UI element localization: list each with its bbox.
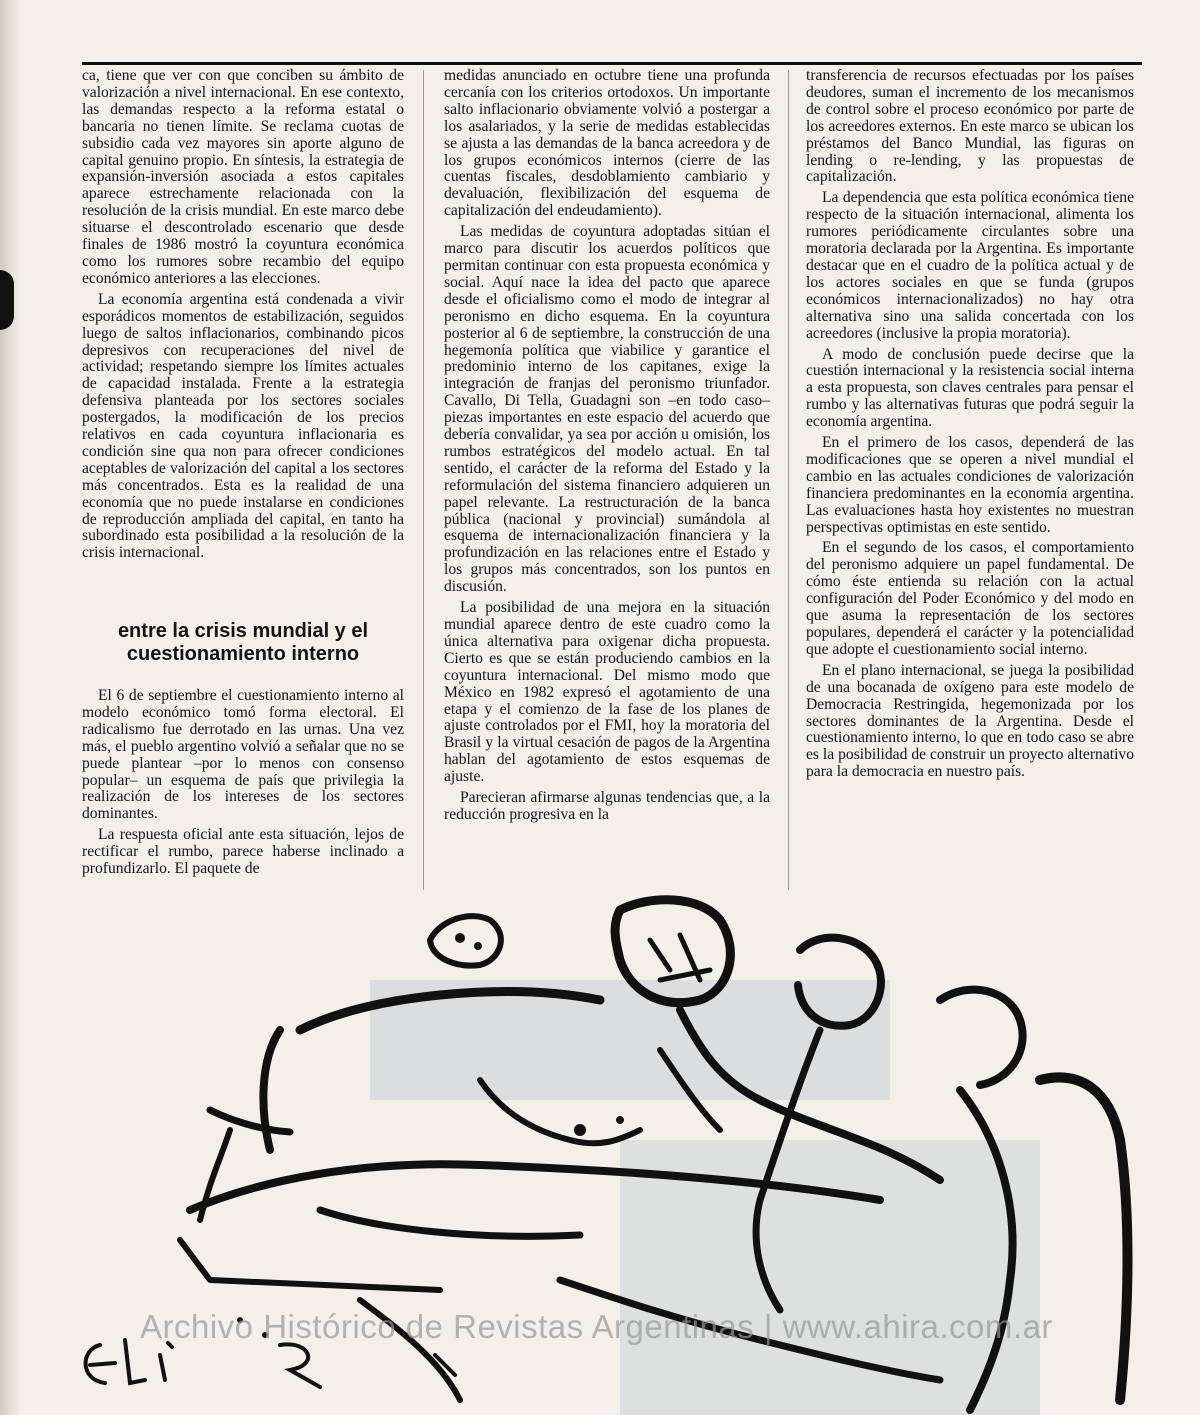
signature-stroke: [280, 1344, 320, 1387]
sofa-arm-right: [1040, 1078, 1128, 1401]
col3-paragraph-2: La dependencia que esta política económica tiene respecto de la situación internacional, alimenta los rumores periódicamente circulantes sobre una moratoria declarada por la Argentina. Es importante destacar que en el cuadro de la política actual y de los actores sociales en que se funda (grupos económicos internacionalizados) no hay otra alternativa sino una salida concertada con los acreedores (inclusive la propia moratoria).: [806, 189, 1134, 342]
ink-dot: [574, 1124, 586, 1136]
col2-paragraph-3: La posibilidad de una mejora en la situación mundial aparece dentro de este cuadro como la única alternativa para oxigenar dicha propuesta. Cierto es que se están produciendo cambios en la coyuntura internacional. Del mismo modo que México en 1982 expresó el agotamiento de una etapa y el comienzo de la fase de los planes de ajuste controlados por el FMI, hoy la moratoria del Brasil y la virtual cesación de pagos de la Argentina hablan del agotamiento de estos esquemas de ajuste.: [444, 599, 770, 786]
signature-stroke: [435, 1355, 455, 1375]
ink-dot: [474, 942, 482, 950]
column-2: [444, 68, 770, 824]
table-edge: [180, 1240, 440, 1290]
col3-paragraph-1: transferencia de recursos efectuadas por los países deudores, suman el incremento de los mecanismos de control sobre el proceso económico por parte de los acreedores externos. En este marco se ubican los préstamos del Banco Mundial, las figuras on lending o re-lending, y las propuestas de capitalización.: [806, 67, 1134, 186]
leg-left: [210, 1110, 290, 1132]
col1-paragraph-1: ca, tiene que ver con que conciben su ámbito de valorización a nivel internacional. En ese contexto, las demandas respecto a la reforma estatal o bancaria no tienen límite. Se reclama cuotas de subsidio cada vez mayores sin aporte alguno de capital genuino propio. En síntesis, la estrategia de expansión-inversión asociada a estos capitales aparece estrechamente relacionada con la resolución de la crisis mundial. En este marco debe situarse el descontrolado escenario que desde finales de 1986 mostró la coyuntura económica como los rumores sobre recambio del equipo económico anteriores a las elecciones.: [82, 67, 404, 287]
leg-left-lower: [200, 1130, 230, 1220]
table-top: [320, 1210, 580, 1236]
col3-paragraph-3: A modo de conclusión puede decirse que la cuestión internacional y la resistencia social interna a esta propuesta, son claves centrales para pensar el rumbo y las alternativas futuras que podrá seguir la economía argentina.: [806, 345, 1134, 431]
col3-paragraph-6: En el plano internacional, se juega la posibilidad de una bocanada de oxígeno para este modelo de Democracia Restringida, hegemonizada por los sectores dominantes de la Argentina. Desde el cuestionamiento interno, lo que en todo caso se abre es la posibilidad de construir un proyecto alternativo para la democracia en nuestro país.: [806, 661, 1134, 781]
signature-stroke: [125, 1340, 145, 1383]
col2-paragraph-1: medidas anunciado en octubre tiene una profunda cercanía con los criterios ortodoxos. Un importante salto inflacionario obviamente volvió a postergar a los asalariados, y la serie de medidas establecidas se ajusta a las demandas de la banca acreedora y de los grupos económicos internos (cierre de las cuentas fiscales, desdoblamiento cambiario y devaluación, flexibilización del esquema de capitalización del endeudamiento).: [444, 67, 770, 220]
page-gutter: [0, 0, 22, 1415]
column-rule-2: [788, 70, 789, 890]
face-2-lines: [650, 935, 710, 980]
signature-stroke: [86, 1345, 115, 1383]
shadow-wash-2: [620, 1140, 1040, 1415]
head-1: [430, 916, 501, 965]
col1-paragraph-2: La economía argentina está condenada a vivir esporádicos momentos de estabilización, seguidos luego de saltos inflacionarios, combinando picos depresivos con recuperaciones del nivel de actividad; respetando siempre los límites actuales de capacidad instalada. Frente a la estrategia defensiva planteada por los sectores sociales postergados, la modificación de los precios relativos en cada coyuntura inflacionaria es condición sine qua non para ofrecer condiciones aceptables de valorización del capital a los sectores más concentrados. Esta es la realidad de una economía que no puede instalarse en condiciones de reproducción ampliada del capital, en tanto ha subordinado esta posibilidad a la resolución de la crisis internacional.: [82, 290, 404, 562]
archive-watermark: Archivo Histórico de Revistas Argentinas | www.ahira.com.ar: [140, 1308, 1053, 1345]
col2-paragraph-4: Parecieran afirmarse algunas tendencias que, a la reducción progresiva en la: [444, 789, 770, 823]
col3-paragraph-5: En el segundo de los casos, el comportamiento del peronismo adquiere un papel fundamental. De cómo éste entienda su relación con la actual configuración del Poder Económico y del modo en que asuma la representación de los sectores populares, dependerá el carácter y la potencialidad que adopte el cuestionamiento social interno.: [806, 539, 1134, 658]
col2-paragraph-2: Las medidas de coyuntura adoptadas sitúan el marco para discutir los acuerdos políticos que permitan continuar con esta propuesta económica y social. Aquí nace la idea del pacto que aparece desde el oficialismo como el modo de integrar al peronismo en dicho esquema. En la coyuntura posterior al 6 de septiembre, la construcción de una hegemonía política que viabilice y garantice el predominio interno de los capitanes, exige la integración de franjas del peronismo triunfador. Cavallo, Di Tella, Guadagni son –en todo caso– piezas importantes en este espacio del acuerdo que debería convalidar, ya sea por acción u omisión, los rumbos estratégicos del modelo actual. En tal sentido, el carácter de la reforma del Estado y la reformulación del sistema financiero adquieren un papel relevante. La restructuración de la banca pública (nacional y provincial) sumándola al esquema de internacionalización financiera y la profundización en las relaciones entre el Estado y los grupos más concentrados, son los puntos en discusión.: [444, 223, 770, 596]
col3-paragraph-4: En el primero de los casos, dependerá de las modificaciones que se operen a nivel mundial el cambio en las actuales condiciones de valorización financiera predominantes en la economía argentina. Las evaluaciones hasta hoy existentes no muestran perspectivas optimistas en este sentido.: [806, 434, 1134, 536]
section-title: entre la crisis mundial y el cuestionamiento interno: [117, 620, 369, 665]
ink-dot: [455, 933, 465, 943]
edge-mark: [0, 270, 14, 330]
head-4: [940, 990, 1023, 1085]
column-1: [82, 68, 404, 562]
col1-paragraph-3: El 6 de septiembre el cuestionamiento interno al modelo económico tomó forma electoral. El radicalismo fue derrotado en las urnas. Una vez más, el pueblo argentino volvió a señalar que no se puede plantear –por lo menos con consenso popular– un esquema de país que privilegia la realización de los intereses de los sectores dominantes.: [82, 687, 404, 823]
col1-paragraph-4: La respuesta oficial ante esta situación, lejos de rectificar el rumbo, parece haberse inclinado a profundizarlo. El paquete de: [82, 826, 404, 878]
top-rule: [82, 62, 1142, 65]
ink-dot: [616, 1116, 624, 1124]
column-rule-1: [423, 70, 424, 890]
signature-stroke: [160, 1343, 172, 1380]
column-3: [806, 68, 1134, 781]
column-1-lower: [82, 688, 404, 878]
